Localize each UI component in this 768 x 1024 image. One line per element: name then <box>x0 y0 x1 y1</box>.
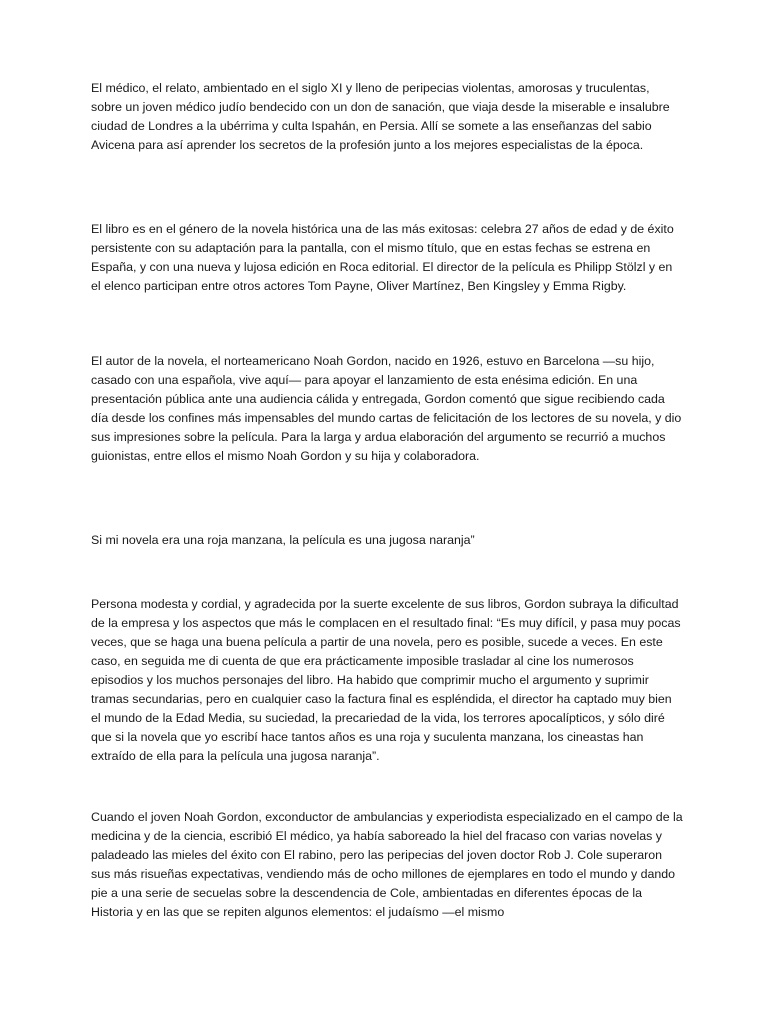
paragraph-gordon-comments: Persona modesta y cordial, y agradecida por la suerte excelente de sus libros, Gordon subraya la dificultad de la empresa y los aspectos que más le complacen en el resultado final: “Es muy difícil, y pasa muy pocas veces, que se haga una buena película a partir de una novela, pero es posible, sucede a veces. En este caso, en seguida me di cuenta de que era prácticamente imposible trasladar al cine los numerosos episodios y los muchos personajes del libro. Ha habido que comprimir mucho el argumento y suprimir tramas secundarias, pero en cualquier caso la factura final es espléndida, el director ha captado muy bien el mundo de la Edad Media, su suciedad, la precariedad de la vida, los terrores apocalípticos, y sólo diré que si la novela que yo escribí hace tantos años es una roja y suculenta manzana, los cineastas han extraído de ella para la película una jugosa naranja”. <box>91 597 681 763</box>
paragraph-book-genre: El libro es en el género de la novela histórica una de las más exitosas: celebra 27 años de edad y de éxito persistente con su adaptación para la pantalla, con el mismo título, que en estas fechas se estrena en España, y con una nueva y lujosa edición en Roca editorial. El director de la película es Philipp Stölzl y en el elenco participan entre otros actores Tom Payne, Oliver Martínez, Ben Kingsley y Emma Rigby. <box>91 222 674 293</box>
paragraph-quote-heading: Si mi novela era una roja manzana, la película es una jugosa naranja” <box>91 533 475 547</box>
paragraph-gordon-history: Cuando el joven Noah Gordon, exconductor de ambulancias y experiodista especializado en el campo de la medicina y de la ciencia, escribió El médico, ya había saboreado la hiel del fracaso con varias novelas y paladeado las mieles del éxito con El rabino, pero las peripecias del joven doctor Rob J. Cole superaron sus más risueñas expectativas, vendiendo más de ocho millones de ejemplares en todo el mundo y dando pie a una serie de secuelas sobre la descendencia de Cole, ambientadas en diferentes épocas de la Historia y en las que se repiten algunos elementos: el judaísmo —el mismo <box>91 810 683 919</box>
paragraph-author: El autor de la novela, el norteamericano Noah Gordon, nacido en 1926, estuvo en Barcelona —su hijo, casado con una española, vive aquí— para apoyar el lanzamiento de esta enésima edición. En una presentación pública ante una audiencia cálida y entregada, Gordon comentó que sigue recibiendo cada día desde los confines más impensables del mundo cartas de felicitación de los lectores de su novela, y dio sus impresiones sobre la película. Para la larga y ardua elaboración del argumento se recurrió a muchos guionistas, entre ellos el mismo Noah Gordon y su hija y colaboradora. <box>91 354 682 463</box>
paragraph-intro: El médico, el relato, ambientado en el siglo XI y lleno de peripecias violentas, amorosas y truculentas, sobre un joven médico judío bendecido con un don de sanación, que viaja desde la miserable e insalubre ciudad de Londres a la ubérrima y culta Ispahán, en Persia. Allí se somete a las enseñanzas del sabio Avicena para así aprender los secretos de la profesión junto a los mejores especialistas de la época. <box>91 81 670 152</box>
